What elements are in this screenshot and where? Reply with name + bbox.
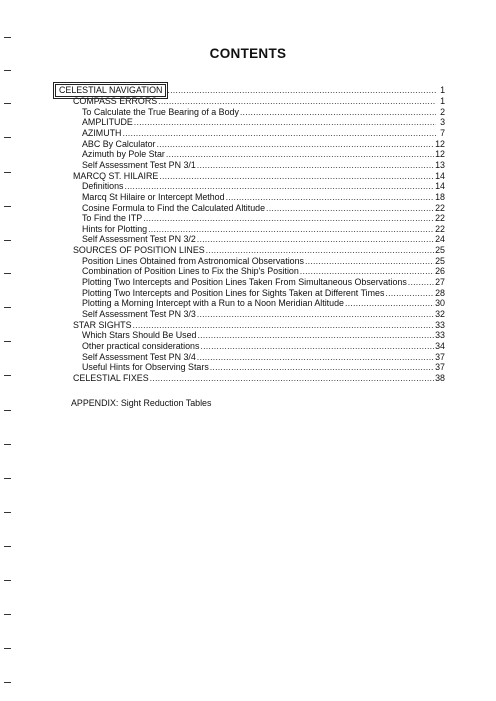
toc-entry-label: Plotting Two Intercepts and Position Lines Taken From Simultaneous Observations	[82, 277, 407, 288]
binding-mark	[4, 137, 11, 138]
toc-page-number: 27	[435, 277, 445, 288]
toc-page-number: 34	[435, 340, 445, 351]
binding-mark	[4, 103, 11, 104]
toc-entry-label: CELESTIAL NAVIGATION	[55, 84, 166, 97]
toc-page-number: 37	[435, 351, 445, 362]
toc-entry-sources-of-position-lines[interactable]	[55, 245, 445, 256]
toc-page-number: 25	[435, 245, 445, 256]
toc-entry-celestial-fixes[interactable]	[55, 373, 445, 384]
toc-page-number: 13	[435, 159, 445, 170]
toc-entry[interactable]	[55, 309, 445, 320]
binding-mark	[4, 546, 11, 547]
dot-leader	[197, 309, 434, 320]
toc-page-number: 3	[440, 117, 445, 128]
toc-entry-label: Which Stars Should Be Used	[82, 330, 197, 341]
toc-entry[interactable]	[55, 149, 445, 160]
toc-entry-label: ABC By Calculator	[82, 138, 156, 149]
dot-leader	[197, 160, 434, 171]
toc-entry-label: Azimuth by Pole Star	[82, 149, 165, 160]
toc-page-number: 38	[435, 372, 445, 383]
toc-page-number: 37	[435, 362, 445, 373]
toc-entry-label: COMPASS ERRORS	[73, 96, 158, 107]
toc-entry-label: Position Lines Obtained from Astronomical Observations	[82, 255, 304, 266]
toc-page-number: 32	[435, 308, 445, 319]
dot-leader	[240, 107, 436, 118]
toc-page-number: 14	[435, 170, 445, 181]
dot-leader	[143, 213, 434, 224]
toc-entry-label: Cosine Formula to Find the Calculated Altitude	[82, 202, 266, 213]
toc-page-number: 22	[435, 223, 445, 234]
dot-leader	[197, 234, 434, 245]
toc-page-number: 1	[440, 96, 445, 107]
toc-entry[interactable]	[55, 362, 445, 373]
toc-entry-label: AMPLITUDE	[82, 117, 133, 128]
toc-page-number: 22	[435, 202, 445, 213]
toc-entry[interactable]	[55, 139, 445, 150]
appendix-note: APPENDIX: Sight Reduction Tables	[71, 398, 212, 408]
binding-mark	[4, 512, 11, 513]
dot-leader	[300, 266, 434, 277]
toc-entry-label: Hints for Plotting	[82, 223, 148, 234]
dot-leader	[166, 149, 434, 160]
toc-page-number: 28	[435, 287, 445, 298]
toc-entry[interactable]	[55, 224, 445, 235]
toc-entry-label: CELESTIAL FIXES	[73, 372, 149, 383]
toc-entry-label: Self Assessment Test PN 3/3	[82, 308, 196, 319]
toc-entry-label: Self Assessment Test PN 3/1	[82, 159, 196, 170]
binding-mark	[4, 273, 11, 274]
toc-entry-label: Self Assessment Test PN 3/4	[82, 351, 196, 362]
toc-entry-label: Useful Hints for Observing Stars	[82, 362, 209, 373]
toc-entry[interactable]	[55, 160, 445, 171]
binding-mark	[4, 172, 11, 173]
toc-entry-label: To Find the ITP	[82, 213, 143, 224]
toc-entry[interactable]	[55, 128, 445, 139]
toc-entry-marcq-st-hilaire[interactable]	[55, 171, 445, 182]
binding-mark	[4, 444, 11, 445]
binding-margin	[0, 0, 16, 701]
dot-leader	[133, 320, 435, 331]
toc-page-number: 2	[440, 106, 445, 117]
toc-entry-star-sights[interactable]	[55, 320, 445, 331]
toc-page-number: 14	[435, 181, 445, 192]
dot-leader	[150, 373, 434, 384]
binding-mark	[4, 70, 11, 71]
toc-entry[interactable]	[55, 117, 445, 128]
toc-entry[interactable]	[55, 352, 445, 363]
dot-leader	[122, 128, 436, 139]
dot-leader	[266, 203, 434, 214]
toc-entry[interactable]	[55, 107, 445, 118]
dot-leader	[206, 245, 434, 256]
dot-leader	[210, 362, 434, 373]
toc-page-number: 26	[435, 266, 445, 277]
binding-mark	[4, 614, 11, 615]
toc-entry-label: Definitions	[82, 181, 124, 192]
toc-entry[interactable]	[55, 203, 445, 214]
toc-entry[interactable]	[55, 330, 445, 341]
toc-entry-label: STAR SIGHTS	[73, 319, 132, 330]
dot-leader	[167, 85, 436, 96]
toc-page-number: 30	[435, 298, 445, 309]
dot-leader	[124, 181, 434, 192]
toc-entry-label: Self Assessment Test PN 3/2	[82, 234, 196, 245]
binding-mark	[4, 410, 11, 411]
dot-leader	[134, 117, 436, 128]
toc-entry[interactable]	[55, 277, 445, 288]
toc-page-number: 12	[435, 149, 445, 160]
toc-entry-compass-errors[interactable]	[55, 96, 445, 107]
dot-leader	[158, 96, 436, 107]
binding-mark	[4, 341, 11, 342]
dot-leader	[226, 192, 435, 203]
toc-page-number: 33	[435, 319, 445, 330]
dot-leader	[157, 139, 435, 150]
toc-page-number: 33	[435, 330, 445, 341]
dot-leader	[345, 298, 434, 309]
toc-entry-label: MARCQ ST. HILAIRE	[73, 170, 159, 181]
dot-leader	[197, 352, 434, 363]
toc-entry-label: AZIMUTH	[82, 128, 122, 139]
toc-entry-label: Marcq St Hilaire or Intercept Method	[82, 191, 225, 202]
toc-entry[interactable]	[55, 213, 445, 224]
binding-mark	[4, 307, 11, 308]
page-title: CONTENTS	[209, 46, 287, 61]
binding-mark	[4, 648, 11, 649]
toc-entry[interactable]	[55, 341, 445, 352]
toc-entry-celestial-navigation[interactable]	[55, 84, 445, 95]
binding-mark	[4, 580, 11, 581]
toc-entry-label: Plotting a Morning Intercept with a Run to a Noon Meridian Altitude	[82, 298, 344, 309]
toc-entry[interactable]	[55, 298, 445, 309]
binding-mark	[4, 375, 11, 376]
binding-mark	[4, 37, 11, 38]
toc-entry-label: Plotting Two Intercepts and Position Lines for Sights Taken at Different Times	[82, 287, 385, 298]
toc-page-number: 1	[440, 85, 445, 95]
table-of-contents	[55, 84, 445, 383]
dot-leader	[385, 288, 434, 299]
toc-entry[interactable]	[55, 288, 445, 299]
toc-page-number: 12	[435, 138, 445, 149]
toc-entry-label: Combination of Position Lines to Fix the Ship's Position	[82, 266, 299, 277]
toc-page-number: 24	[435, 234, 445, 245]
dot-leader	[200, 341, 434, 352]
toc-entry[interactable]	[55, 256, 445, 267]
toc-page-number: 18	[435, 191, 445, 202]
dot-leader	[197, 330, 434, 341]
toc-entry[interactable]	[55, 181, 445, 192]
toc-page-number: 7	[440, 128, 445, 139]
toc-entry[interactable]	[55, 192, 445, 203]
binding-mark	[4, 240, 11, 241]
toc-page-number: 22	[435, 213, 445, 224]
dot-leader	[159, 171, 434, 182]
binding-mark	[4, 206, 11, 207]
binding-mark	[4, 478, 11, 479]
toc-entry-label: Other practical considerations	[82, 340, 200, 351]
toc-entry-label: SOURCES OF POSITION LINES	[73, 245, 205, 256]
dot-leader	[305, 256, 434, 267]
toc-page-number: 25	[435, 255, 445, 266]
dot-leader	[408, 277, 434, 288]
dot-leader	[148, 224, 434, 235]
toc-entry-label: To Calculate the True Bearing of a Body	[82, 106, 239, 117]
toc-entry[interactable]	[55, 266, 445, 277]
binding-mark	[4, 682, 11, 683]
toc-entry[interactable]	[55, 234, 445, 245]
